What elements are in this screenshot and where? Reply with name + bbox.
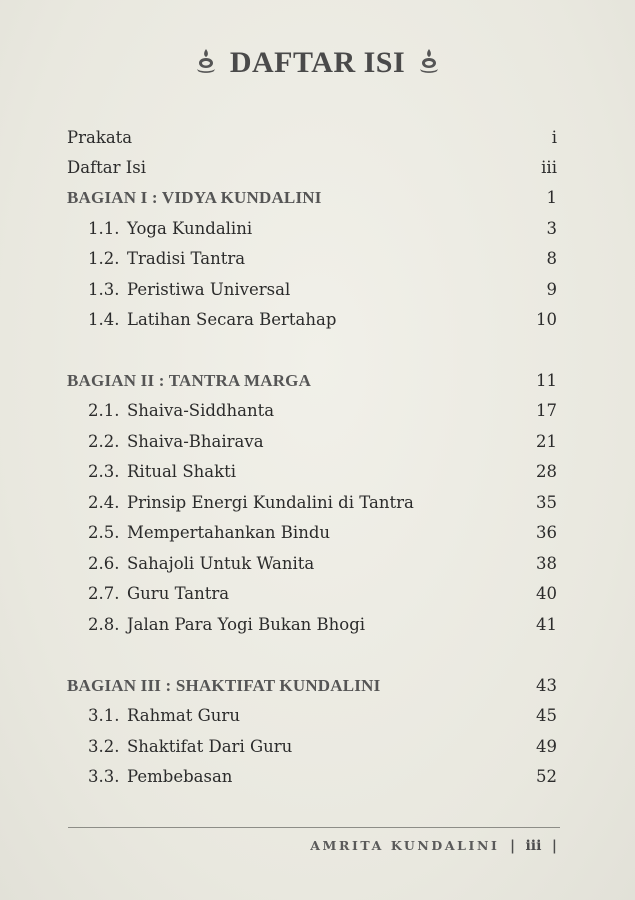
- toc-page-number: 43: [536, 676, 557, 695]
- toc-section-bagian-1[interactable]: [67, 186, 557, 210]
- toc-label: Rahmat Guru: [127, 706, 240, 725]
- toc-entry-2-8[interactable]: [67, 613, 557, 637]
- toc-label: Ritual Shakti: [127, 462, 236, 481]
- toc-page-number: 9: [546, 280, 557, 299]
- toc-page-number: 1: [546, 188, 557, 207]
- toc-page-number: 40: [536, 584, 557, 603]
- toc-label: Tradisi Tantra: [127, 249, 246, 268]
- toc-number: 2.6.: [88, 554, 120, 573]
- toc-page-number: 11: [536, 371, 557, 390]
- lotus-flame-icon: [417, 47, 441, 75]
- lotus-flame-icon: [194, 47, 218, 75]
- toc-section-label: BAGIAN II : TANTRA MARGA: [67, 371, 312, 390]
- toc-label: Yoga Kundalini: [127, 219, 253, 238]
- toc-number: 3.2.: [88, 737, 120, 756]
- toc-label: Latihan Secara Bertahap: [127, 310, 337, 329]
- toc-entry-prakata[interactable]: [67, 126, 557, 150]
- page-footer: [310, 838, 563, 854]
- toc-label: Shaiva-Bhairava: [127, 432, 264, 451]
- footer-page-number: iii: [525, 838, 542, 854]
- toc-page-number: iii: [541, 158, 557, 177]
- toc-entry-1-2[interactable]: [67, 247, 557, 271]
- toc-number: 2.4.: [88, 493, 120, 512]
- toc-entry-1-1[interactable]: [67, 217, 557, 241]
- toc-label: Jalan Para Yogi Bukan Bhogi: [127, 615, 366, 634]
- toc-page-number: 52: [536, 767, 557, 786]
- toc-section-bagian-2[interactable]: [67, 369, 557, 393]
- toc-label: Pembebasan: [127, 767, 233, 786]
- toc-page-number: 3: [546, 219, 557, 238]
- toc-number: 2.3.: [88, 462, 120, 481]
- toc-section-label: BAGIAN I : VIDYA KUNDALINI: [67, 188, 322, 207]
- toc-label: Guru Tantra: [127, 584, 230, 603]
- toc-page-number: 10: [536, 310, 557, 329]
- toc-label: Daftar Isi: [67, 158, 147, 177]
- toc-page-number: i: [551, 128, 557, 147]
- toc-label: Prakata: [67, 128, 133, 147]
- toc-label: Shaiva-Siddhanta: [127, 401, 275, 420]
- toc-label: Shaktifat Dari Guru: [127, 737, 293, 756]
- toc-entry-2-5[interactable]: [67, 521, 557, 545]
- toc-page-number: 49: [536, 737, 557, 756]
- toc-number: 2.2.: [88, 432, 120, 451]
- toc-label: Prinsip Energi Kundalini di Tantra: [127, 493, 414, 512]
- toc-number: 3.3.: [88, 767, 120, 786]
- toc-page-number: 21: [536, 432, 557, 451]
- footer-separator: |: [509, 838, 516, 854]
- footer-separator: |: [551, 838, 557, 854]
- toc-page-number: 38: [536, 554, 557, 573]
- toc-entry-2-2[interactable]: [67, 430, 557, 454]
- toc-entry-2-1[interactable]: [67, 399, 557, 423]
- toc-entry-3-2[interactable]: [67, 735, 557, 759]
- toc-entry-2-7[interactable]: [67, 582, 557, 606]
- toc-entry-2-6[interactable]: [67, 552, 557, 576]
- footer-book-title: AMRITA KUNDALINI: [310, 838, 500, 853]
- toc-page-number: 8: [546, 249, 557, 268]
- title-text: DAFTAR ISI: [229, 46, 406, 79]
- toc-entry-daftar-isi[interactable]: [67, 156, 557, 180]
- toc-number: 2.1.: [88, 401, 120, 420]
- toc-entry-3-3[interactable]: [67, 765, 557, 789]
- footer-divider: [68, 827, 560, 828]
- toc-page-number: 45: [536, 706, 557, 725]
- toc-number: 2.7.: [88, 584, 120, 603]
- toc-number: 1.2.: [88, 249, 120, 268]
- toc-section-label: BAGIAN III : SHAKTIFAT KUNDALINI: [67, 676, 381, 695]
- toc-section-bagian-3[interactable]: [67, 674, 557, 698]
- page-title: [0, 46, 635, 80]
- toc-page-number: 41: [536, 615, 557, 634]
- toc-number: 2.8.: [88, 615, 120, 634]
- toc-number: 1.3.: [88, 280, 120, 299]
- toc-number: 1.4.: [88, 310, 120, 329]
- toc-page-number: 36: [536, 523, 557, 542]
- toc-entry-1-3[interactable]: [67, 278, 557, 302]
- toc-page-number: 17: [536, 401, 557, 420]
- toc-entry-3-1[interactable]: [67, 704, 557, 728]
- toc-number: 3.1.: [88, 706, 120, 725]
- toc-entry-1-4[interactable]: [67, 308, 557, 332]
- toc-label: Sahajoli Untuk Wanita: [127, 554, 315, 573]
- toc-entry-2-3[interactable]: [67, 460, 557, 484]
- toc-page-number: 35: [536, 493, 557, 512]
- toc-page-number: 28: [536, 462, 557, 481]
- toc-number: 1.1.: [88, 219, 120, 238]
- toc-label: Peristiwa Universal: [127, 280, 291, 299]
- toc-label: Mempertahankan Bindu: [127, 523, 331, 542]
- toc-entry-2-4[interactable]: [67, 491, 557, 515]
- toc-number: 2.5.: [88, 523, 120, 542]
